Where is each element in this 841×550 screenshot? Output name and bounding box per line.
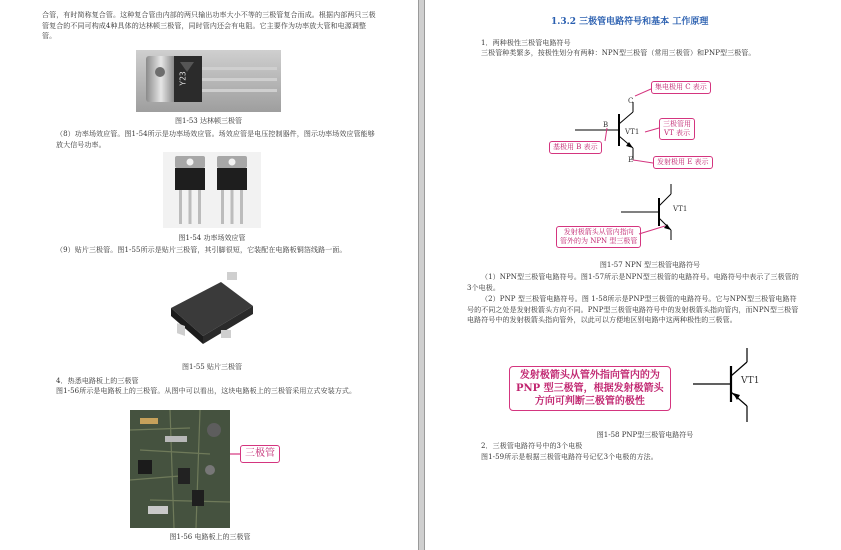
subsection-2-title: 2．三极管电路符号中的3个电极 [481,442,583,450]
npn-label-e: E [628,156,634,164]
paragraph-circuit-board: 图1-56所示是电路板上的三极管。从图中可以看出，这块电路板上的三极管采用立式安装方式。 [56,387,357,395]
smd-transistor-photo [163,270,259,355]
page-gutter [418,0,425,550]
transistor-label-callout: 三极管 [240,445,280,463]
paragraph-pnp: （2）PNP 型三极管电路符号。图 1-58所示是PNP型三极管的电路符号。它与NPN型三极管电路符号的不同之处是发射极箭头方向不同。PNP型三极管电路符号中的发射极箭头指向管内，而NPN型三极管电路符号中的发射极箭头指向管外，以此可以方便地区别电路中这两种极性的三极管。 [467,295,799,324]
chip-marking: Y23 [178,71,188,86]
figure-1-53-caption: 图1-53 达林顿三极管 [175,117,242,125]
right-page [425,0,841,550]
npn-label-vt: VT1 [625,128,640,136]
paragraph-darlington-intro: 合管，有时简称复合管。这种复合管由内部的两只输出功率大小不等的三极管复合而成。根据内部两只三极管复合的不同可构成4种具体的达林顿三极管，同时管内还会有电阻。它主要作为功率放大管和电源调整管。 [42,11,376,40]
figure-1-58-caption: 图1-58 PNP型三极管电路符号 [596,431,694,439]
npn-label-b: B [603,121,609,129]
paragraph-smd-transistor: （9）贴片三极管。图1-55所示是贴片三极管，其引脚很短，它装配在电路板铜箔线路一面。 [56,246,347,254]
connector-npn-arrow [639,224,679,244]
callout-base: 基极用 B 表示 [549,141,602,154]
callout-collector: 集电极用 C 表示 [651,81,711,94]
figure-1-57-caption: 图1-57 NPN 型三极管电路符号 [599,261,701,269]
npn-label-c: C [628,97,634,105]
connector-collector [635,87,665,97]
figure-1-56-caption: 图1-56 电路板上的三极管 [169,533,251,541]
connector-emitter [633,158,663,168]
figure-1-55-caption: 图1-55 贴片三极管 [182,363,242,371]
subsection-1-text: 三极管种类繁多，按极性划分有两种：NPN型三极管（常用三极管）和PNP型三极管。 [481,49,756,57]
connector-base [595,126,625,146]
pnp-label-vt: VT1 [741,376,760,386]
npn2-label-vt: VT1 [673,205,688,213]
callout-vt: 三极管用 VT 表示 [659,118,695,140]
paragraph-power-fet: （8）功率场效应管。图1-54所示是功率场效应管。场效应管是电压控制器件，图示功率场效应管能够放大信号功率。 [56,130,375,149]
callout-emitter: 发射极用 E 表示 [653,156,713,169]
section-heading: 1.3.2 三极管电路符号和基本 工作原理 [551,17,709,27]
section-4-title: 4．热悉电路板上的三极管 [56,377,139,385]
subsection-2-text: 图1-59所示是根据三极管电路符号记忆3个电极的方法。 [481,453,658,461]
connector-vt [645,128,675,138]
figure-1-54-caption: 图1-54 功率场效应管 [178,234,246,242]
darlington-transistor-photo [136,50,281,112]
circuit-board-photo [130,410,230,528]
left-page [0,0,418,550]
callout-pnp: 发射极箭头从管外指向管内的为 PNP 型三极管，根据发射极箭头 方向可判断三极管的极性 [509,366,671,411]
paragraph-npn: （1）NPN型三极管电路符号。图1-57所示是NPN型三极管的电路符号。电路符号中表示了三极管的3个电极。 [467,273,799,292]
power-fet-photo [163,152,261,228]
callout-npn-arrow: 发射极箭头从管内指向 管外的为 NPN 型三极管 [556,226,641,248]
subsection-1-title: 1．两种极性三极管电路符号 [481,39,571,47]
